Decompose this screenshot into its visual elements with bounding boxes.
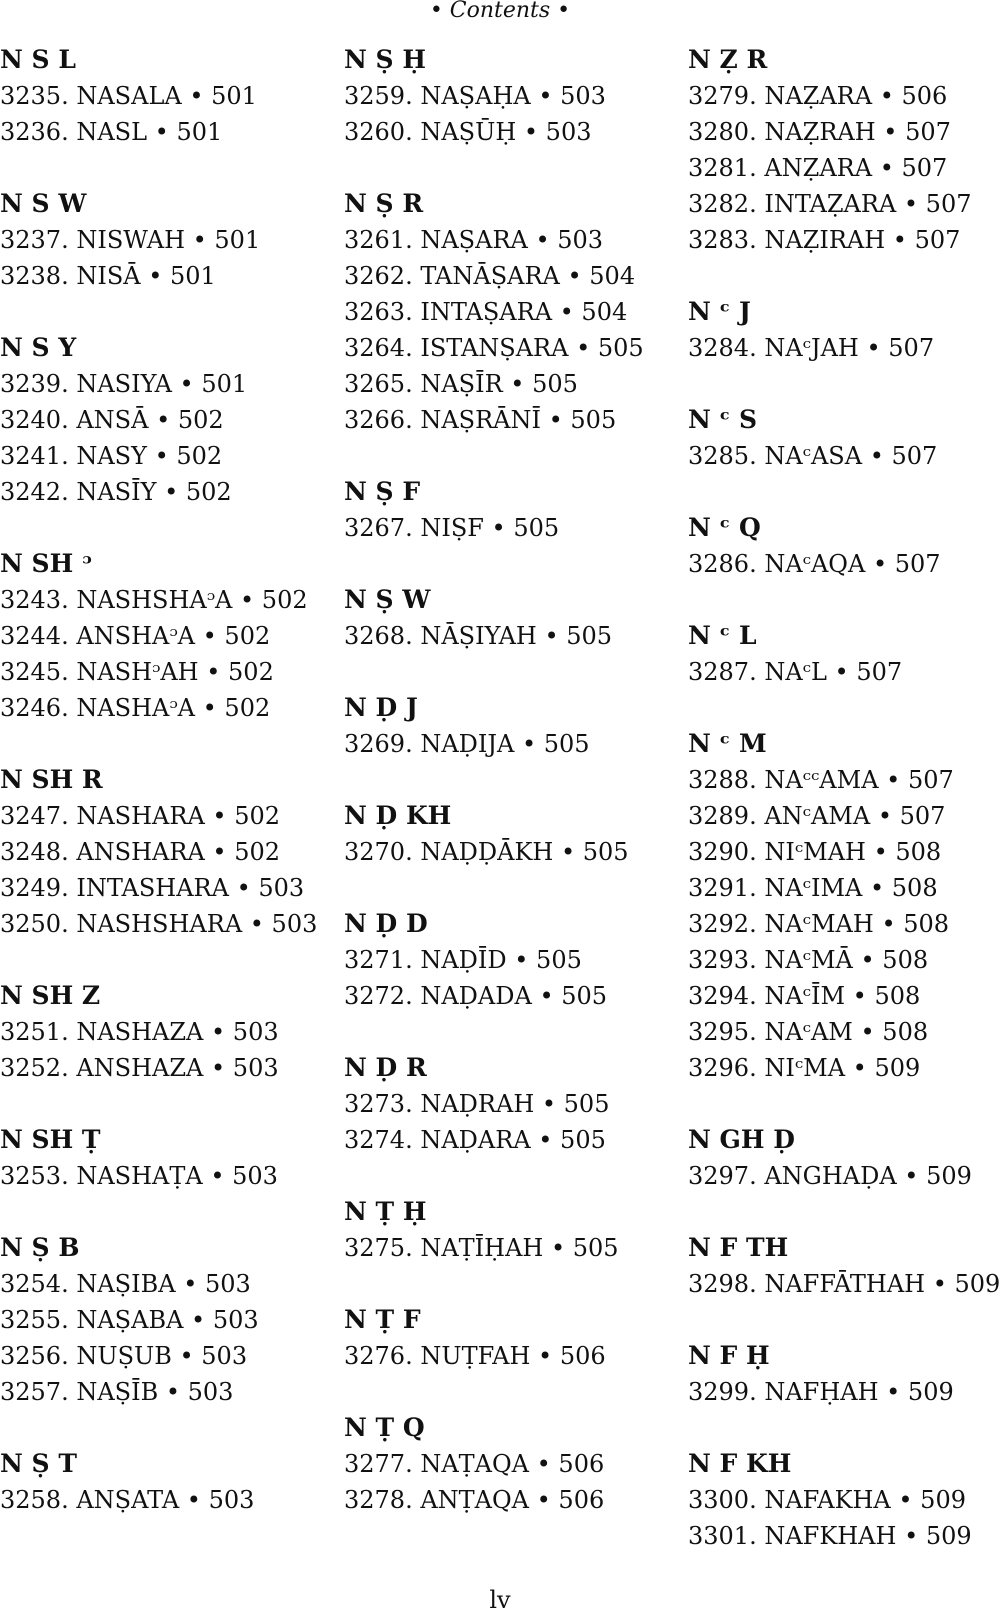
contents-entry[interactable]: 3242. NASĪY • 502 (0, 478, 232, 506)
root-heading: N Ḍ KH (344, 801, 452, 830)
contents-entry[interactable]: 3239. NASIYA • 501 (0, 370, 248, 398)
contents-entry[interactable]: 3285. NAᶜASA • 507 (688, 442, 938, 470)
root-heading: N Ṭ Q (344, 1413, 425, 1442)
root-section (688, 294, 1000, 366)
contents-entry[interactable]: 3284. NAᶜJAH • 507 (688, 334, 935, 362)
root-section (688, 1446, 1000, 1554)
root-section (0, 42, 330, 150)
root-section (344, 690, 674, 762)
contents-entry[interactable]: 3271. NAḌĪD • 505 (344, 946, 582, 974)
root-heading: N SH Z (0, 981, 101, 1010)
root-section (688, 618, 1000, 690)
contents-entry[interactable]: 3267. NIṢF • 505 (344, 514, 560, 542)
contents-entry[interactable]: 3272. NAḌADA • 505 (344, 982, 608, 1010)
root-heading: N Ḍ J (344, 693, 418, 722)
contents-entry[interactable]: 3273. NAḌRAH • 505 (344, 1090, 610, 1118)
root-heading: N ᶜ Q (688, 513, 761, 542)
contents-entry[interactable]: 3289. ANᶜAMA • 507 (688, 802, 946, 830)
contents-entry[interactable]: 3241. NASY • 502 (0, 442, 223, 470)
contents-entry[interactable]: 3293. NAᶜMĀ • 508 (688, 946, 929, 974)
contents-entry[interactable]: 3246. NASHAᵓA • 502 (0, 694, 271, 722)
contents-entry[interactable]: 3255. NAṢABA • 503 (0, 1306, 259, 1334)
root-section (344, 1302, 674, 1374)
contents-entry[interactable]: 3261. NAṢARA • 503 (344, 226, 604, 254)
root-heading: N F TH (688, 1233, 789, 1262)
root-heading: N Ḍ D (344, 909, 428, 938)
contents-entry[interactable]: 3247. NASHARA • 502 (0, 802, 280, 830)
root-heading: N Ṣ Ḥ (344, 45, 426, 74)
contents-entry[interactable]: 3299. NAFḤAH • 509 (688, 1378, 954, 1406)
contents-entry[interactable]: 3259. NAṢAḤA • 503 (344, 82, 606, 110)
contents-column-1 (0, 42, 330, 1554)
root-section (344, 474, 674, 546)
contents-entry[interactable]: 3252. ANSHAZA • 503 (0, 1054, 279, 1082)
root-heading: N SH Ṭ (0, 1125, 101, 1154)
contents-entry[interactable]: 3244. ANSHAᵓA • 502 (0, 622, 271, 650)
contents-entry[interactable]: 3278. ANṬAQA • 506 (344, 1486, 605, 1514)
root-section (0, 330, 330, 510)
root-section (344, 1050, 674, 1158)
contents-entry[interactable]: 3277. NAṬAQA • 506 (344, 1450, 605, 1478)
contents-entry[interactable]: 3251. NASHAZA • 503 (0, 1018, 279, 1046)
contents-entry[interactable]: 3282. INTAẒARA • 507 (688, 190, 972, 218)
contents-entry[interactable]: 3279. NAẒARA • 506 (688, 82, 948, 110)
contents-entry[interactable]: 3237. NISWAH • 501 (0, 226, 261, 254)
root-heading: N Ḍ R (344, 1053, 427, 1082)
root-heading: N Ṣ W (344, 585, 431, 614)
root-heading: N ᶜ S (688, 405, 757, 434)
contents-entry[interactable]: 3280. NAẒRAH • 507 (688, 118, 951, 146)
contents-entry[interactable]: 3283. NAẒIRAH • 507 (688, 226, 961, 254)
contents-entry[interactable]: 3288. NAᶜᶜAMA • 507 (688, 766, 954, 794)
contents-entry[interactable]: 3274. NAḌARA • 505 (344, 1126, 606, 1154)
contents-entry[interactable]: 3256. NUṢUB • 503 (0, 1342, 248, 1370)
contents-entry[interactable]: 3295. NAᶜAM • 508 (688, 1018, 929, 1046)
contents-entry[interactable]: 3290. NIᶜMAH • 508 (688, 838, 942, 866)
contents-entry[interactable]: 3276. NUṬFAH • 506 (344, 1342, 606, 1370)
contents-entry[interactable]: 3291. NAᶜIMA • 508 (688, 874, 938, 902)
contents-entry[interactable]: 3235. NASALA • 501 (0, 82, 257, 110)
contents-column-3 (688, 42, 1000, 1590)
root-section (688, 1230, 1000, 1302)
root-heading: N S W (0, 189, 87, 218)
root-section (0, 978, 330, 1086)
root-section (344, 42, 674, 150)
contents-entry[interactable]: 3265. NAṢĪR • 505 (344, 370, 578, 398)
root-heading: N ᶜ M (688, 729, 767, 758)
contents-entry[interactable]: 3297. ANGHAḌA • 509 (688, 1162, 972, 1190)
root-heading: N Ṣ T (0, 1449, 77, 1478)
contents-entry[interactable]: 3301. NAFKHAH • 509 (688, 1522, 972, 1550)
contents-entry[interactable]: 3269. NAḌIJA • 505 (344, 730, 590, 758)
contents-column-2 (344, 42, 674, 1554)
contents-entry[interactable]: 3258. ANṢATA • 503 (0, 1486, 255, 1514)
contents-columns (0, 42, 1000, 1572)
root-section (344, 1194, 674, 1266)
root-section (344, 798, 674, 870)
contents-entry[interactable]: 3253. NASHAṬA • 503 (0, 1162, 278, 1190)
root-section (344, 906, 674, 1014)
contents-entry[interactable]: 3245. NASHᵓAH • 502 (0, 658, 274, 686)
contents-entry[interactable]: 3243. NASHSHAᵓA • 502 (0, 586, 308, 614)
root-heading: N Ẓ R (688, 45, 768, 74)
contents-entry[interactable]: 3250. NASHSHARA • 503 (0, 910, 318, 938)
root-heading: N SH ᵓ (0, 549, 93, 578)
contents-entry[interactable]: 3286. NAᶜAQA • 507 (688, 550, 941, 578)
contents-entry[interactable]: 3292. NAᶜMAH • 508 (688, 910, 950, 938)
page-number: lv (489, 1586, 511, 1614)
contents-entry[interactable]: 3257. NAṢĪB • 503 (0, 1378, 234, 1406)
root-heading: N Ṣ F (344, 477, 421, 506)
root-section (0, 186, 330, 294)
root-section (0, 1122, 330, 1194)
root-section (688, 510, 1000, 582)
contents-entry[interactable]: 3254. NAṢIBA • 503 (0, 1270, 251, 1298)
contents-entry[interactable]: 3281. ANẒARA • 507 (688, 154, 948, 182)
root-section (344, 582, 674, 654)
contents-entry[interactable]: 3248. ANSHARA • 502 (0, 838, 280, 866)
root-section (688, 726, 1000, 1086)
root-heading: N ᶜ L (688, 621, 757, 650)
root-heading: N Ṣ R (344, 189, 424, 218)
contents-entry[interactable]: 3238. NISĀ • 501 (0, 262, 216, 290)
contents-entry[interactable]: 3240. ANSĀ • 502 (0, 406, 224, 434)
contents-entry[interactable]: 3268. NĀṢIYAH • 505 (344, 622, 613, 650)
root-heading: N Ṭ Ḥ (344, 1197, 427, 1226)
root-section (344, 1410, 674, 1518)
root-section (688, 1122, 1000, 1194)
contents-entry[interactable]: 3264. ISTANṢARA • 505 (344, 334, 644, 362)
root-section (688, 1338, 1000, 1410)
root-heading: N S Y (0, 333, 77, 362)
root-section (688, 42, 1000, 258)
contents-entry[interactable]: 3263. INTAṢARA • 504 (344, 298, 628, 326)
root-heading: N F Ḥ (688, 1341, 770, 1370)
root-heading: N Ṣ B (0, 1233, 80, 1262)
contents-entry[interactable]: 3298. NAFFĀTHAH • 509 (688, 1270, 1000, 1298)
contents-entry[interactable]: 3260. NAṢŪḤ • 503 (344, 118, 592, 146)
contents-entry[interactable]: 3262. TANĀṢARA • 504 (344, 262, 636, 290)
root-section (0, 1230, 330, 1410)
contents-entry[interactable]: 3300. NAFAKHA • 509 (688, 1486, 966, 1514)
contents-entry[interactable]: 3296. NIᶜMA • 509 (688, 1054, 921, 1082)
contents-entry[interactable]: 3236. NASL • 501 (0, 118, 223, 146)
contents-entry[interactable]: 3294. NAᶜĪM • 508 (688, 982, 921, 1010)
root-heading: N ᶜ J (688, 297, 751, 326)
root-heading: N S L (0, 45, 76, 74)
contents-entry[interactable]: 3249. INTASHARA • 503 (0, 874, 305, 902)
root-heading: N GH Ḍ (688, 1125, 795, 1154)
contents-entry[interactable]: 3287. NAᶜL • 507 (688, 658, 903, 686)
root-section (344, 186, 674, 438)
contents-entry[interactable]: 3270. NAḌḌĀKH • 505 (344, 838, 629, 866)
root-section (0, 762, 330, 942)
root-section (688, 402, 1000, 474)
root-heading: N F KH (688, 1449, 792, 1478)
root-section (0, 1446, 330, 1518)
root-heading: N SH R (0, 765, 103, 794)
running-head: • Contents • (429, 0, 571, 23)
root-section (0, 546, 330, 726)
contents-entry[interactable]: 3266. NAṢRĀNĪ • 505 (344, 406, 617, 434)
root-heading: N Ṭ F (344, 1305, 421, 1334)
contents-entry[interactable]: 3275. NAṬĪḤAH • 505 (344, 1234, 619, 1262)
